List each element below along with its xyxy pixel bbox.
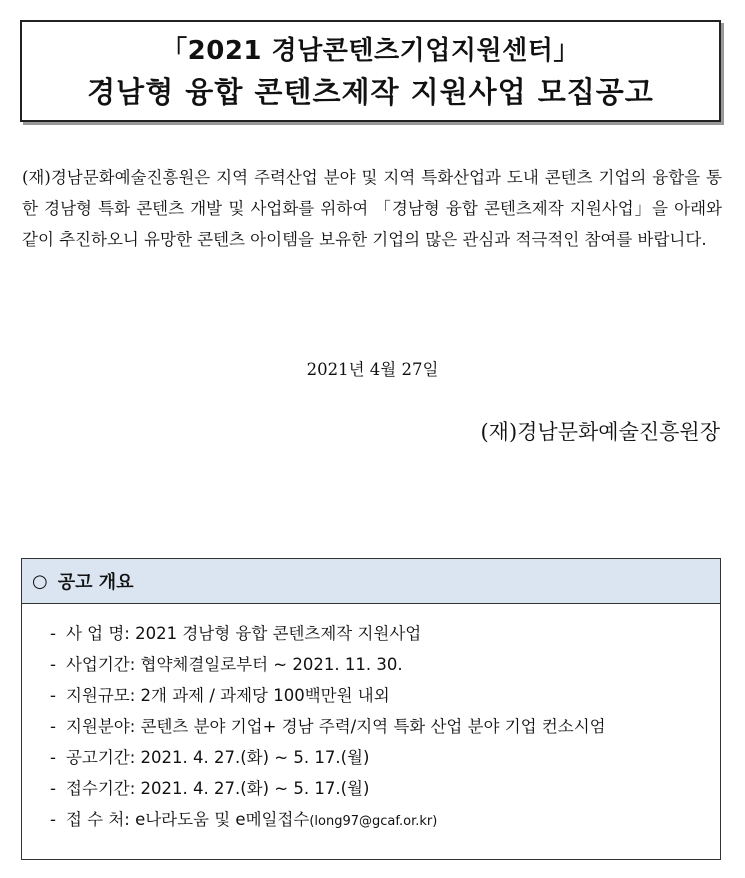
summary-box [21,558,721,860]
item-text: 접수기간: 2021. 4. 27.(화) ~ 5. 17.(월) [65,779,370,798]
dash-bullet: - [50,748,56,767]
intro-paragraph: (재)경남문화예술진흥원은 지역 주력산업 분야 및 지역 특화산업과 도내 콘텐츠 기업의 융합을 통한 경남형 특화 콘텐츠 개발 및 사업화를 위하여 「경남형 융합 콘텐츠제작 지원사업」을 아래와 같이 추진하오니 유망한 콘텐츠 아이템을 보유한 기업의 많은 관심과 적극적인 참여를 바랍니다. [22,168,722,249]
dash-bullet: - [50,810,56,829]
list-item [50,680,720,711]
dash-bullet: - [50,779,56,798]
summary-list [22,604,720,837]
dash-bullet: - [50,655,56,674]
item-text: 접 수 처: e나라도움 및 e메일접수 [65,810,310,829]
summary-header [22,559,720,604]
title-box [20,20,721,122]
title-line-1: 「2021 경남콘텐츠기업지원센터」 [161,36,580,66]
title-line-2: 경남형 융합 콘텐츠제작 지원사업 모집공고 [87,75,654,109]
list-item [50,649,720,680]
list-item [50,804,720,837]
list-item [50,618,720,649]
item-text: 사업기간: 협약체결일로부터 ~ 2021. 11. 30. [65,655,403,674]
item-text: 공고기간: 2021. 4. 27.(화) ~ 5. 17.(월) [65,748,370,767]
dash-bullet: - [50,686,56,705]
item-text: 지원규모: 2개 과제 / 과제당 100백만원 내외 [65,686,390,705]
circle-bullet-icon: ○ [32,570,48,592]
item-text: 지원분야: 콘텐츠 분야 기업+ 경남 주력/지역 특화 산업 분야 기업 컨소시엄 [65,717,606,736]
item-text: 사 업 명: 2021 경남형 융합 콘텐츠제작 지원사업 [65,624,422,643]
list-item [50,711,720,742]
summary-header-label: 공고 개요 [57,572,134,593]
list-item [50,742,720,773]
issuer-name: (재)경남문화예술진흥원장 [480,420,720,444]
contact-email: (long97@gcaf.or.kr) [309,814,438,829]
dash-bullet: - [50,624,56,643]
list-item [50,773,720,804]
dash-bullet: - [50,717,56,736]
announcement-date: 2021년 4월 27일 [306,360,439,379]
